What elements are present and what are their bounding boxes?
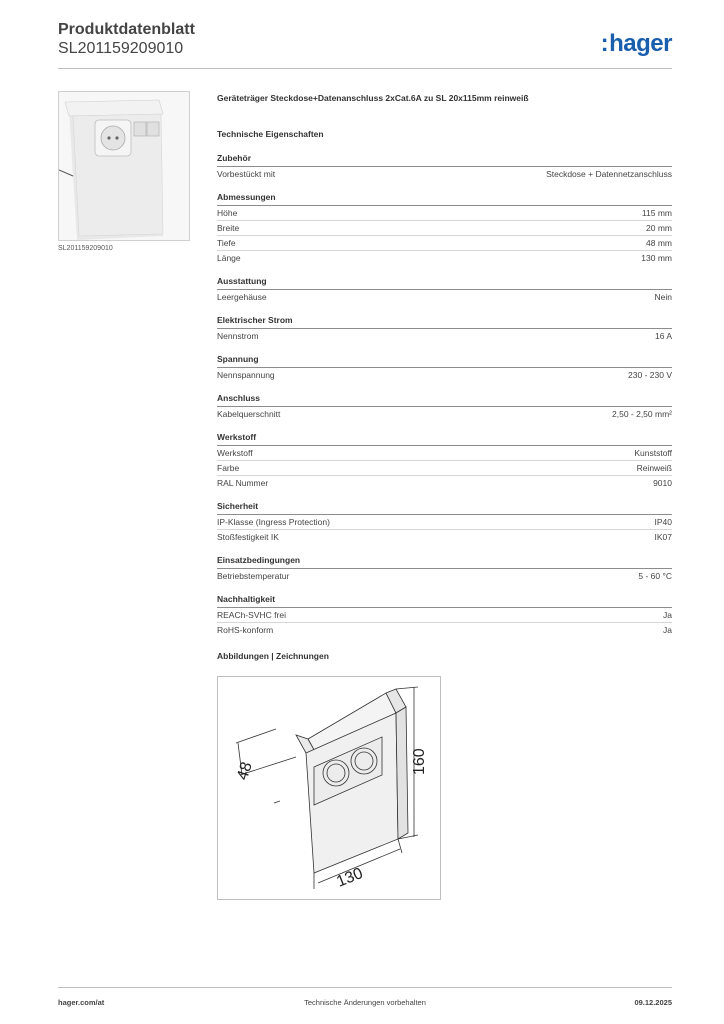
spec-group-title: Einsatzbedingungen <box>217 555 672 569</box>
spec-group-title: Zubehör <box>217 153 672 167</box>
spec-label: Nennstrom <box>217 331 259 341</box>
specifications <box>217 93 672 661</box>
length-dimension-label: 130 <box>334 865 366 891</box>
spec-value: 5 - 60 °C <box>638 571 672 581</box>
spec-group-title: Abmessungen <box>217 192 672 206</box>
spec-label: Höhe <box>217 208 238 218</box>
spec-label: Werkstoff <box>217 448 253 458</box>
spec-value: 230 - 230 V <box>628 370 672 380</box>
spec-label: RoHS-konform <box>217 625 274 635</box>
footer-website-link[interactable]: hager.com/at <box>58 998 105 1007</box>
spec-label: Kabelquerschnitt <box>217 409 281 419</box>
spec-group <box>217 501 672 544</box>
technical-properties-heading: Technische Eigenschaften <box>217 129 324 139</box>
spec-group-title: Werkstoff <box>217 432 672 446</box>
spec-value: 130 mm <box>641 253 672 263</box>
spec-row <box>217 569 672 583</box>
spec-value: Steckdose + Datennetzanschluss <box>546 169 672 179</box>
spec-row <box>217 407 672 421</box>
spec-value: IP40 <box>654 517 672 527</box>
spec-group <box>217 594 672 637</box>
spec-value: Kunststoff <box>634 448 672 458</box>
spec-row <box>217 461 672 476</box>
spec-group <box>217 192 672 265</box>
spec-group <box>217 555 672 583</box>
spec-label: Farbe <box>217 463 240 473</box>
spec-row <box>217 515 672 530</box>
spec-group-title: Anschluss <box>217 393 672 407</box>
spec-group-title: Elektrischer Strom <box>217 315 672 329</box>
spec-group-title: Ausstattung <box>217 276 672 290</box>
spec-group-title: Sicherheit <box>217 501 672 515</box>
document-title: Produktdatenblatt <box>58 21 195 38</box>
height-dimension-label: 160 <box>411 748 428 775</box>
spec-value: 20 mm <box>646 223 672 233</box>
spec-groups <box>217 153 672 637</box>
depth-dimension-label: 48 <box>234 760 256 783</box>
spec-row <box>217 206 672 221</box>
spec-group <box>217 153 672 181</box>
spec-value: Reinweiß <box>636 463 672 473</box>
figures-heading: Abbildungen | Zeichnungen <box>217 651 329 661</box>
spec-value: 16 A <box>654 331 672 341</box>
footer-divider <box>58 987 672 988</box>
spec-label: Breite <box>217 223 240 233</box>
spec-row <box>217 623 672 637</box>
spec-value: Ja <box>663 610 672 620</box>
spec-group <box>217 315 672 343</box>
spec-value: Ja <box>663 625 672 635</box>
spec-row <box>217 476 672 490</box>
spec-label: REACh-SVHC frei <box>217 610 286 620</box>
header-divider <box>58 68 672 69</box>
spec-group <box>217 276 672 304</box>
spec-row <box>217 329 672 343</box>
spec-row <box>217 251 672 265</box>
spec-row <box>217 236 672 251</box>
spec-value: 115 mm <box>641 208 672 218</box>
footer-date: 09.12.2025 <box>634 998 672 1007</box>
thumbnail-caption: SL201159209010 <box>58 245 113 252</box>
spec-label: IP-Klasse (Ingress Protection) <box>217 517 330 527</box>
spec-label: RAL Nummer <box>217 478 269 488</box>
spec-value: IK07 <box>654 532 672 542</box>
spec-row <box>217 221 672 236</box>
product-name: Geräteträger Steckdose+Datenanschluss 2xCat.6A zu SL 20x115mm reinweiß <box>217 93 529 103</box>
logo-text: hager <box>609 30 672 57</box>
footer-disclaimer: Technische Änderungen vorbehalten <box>304 998 426 1007</box>
spec-label: Betriebstemperatur <box>217 571 290 581</box>
product-thumbnail <box>58 91 190 241</box>
spec-label: Länge <box>217 253 241 263</box>
spec-label: Vorbestückt mit <box>217 169 276 179</box>
spec-value: 9010 <box>653 478 672 488</box>
spec-value: 48 mm <box>646 238 672 248</box>
spec-label: Nennspannung <box>217 370 275 380</box>
product-sku: SL201159209010 <box>58 40 184 57</box>
spec-group <box>217 354 672 382</box>
spec-label: Tiefe <box>217 238 236 248</box>
spec-row <box>217 608 672 623</box>
spec-group-title: Spannung <box>217 354 672 368</box>
document-header <box>58 20 195 59</box>
spec-row <box>217 530 672 544</box>
technical-drawing <box>217 676 441 900</box>
hager-logo: :hager <box>600 30 672 57</box>
product-photo-icon <box>59 92 189 240</box>
spec-value: Nein <box>654 292 672 302</box>
spec-row <box>217 368 672 382</box>
spec-label: Leergehäuse <box>217 292 267 302</box>
spec-group <box>217 393 672 421</box>
spec-group <box>217 432 672 490</box>
dimension-drawing-icon <box>218 677 440 899</box>
spec-row <box>217 446 672 461</box>
spec-value: 2,50 - 2,50 mm² <box>612 409 672 419</box>
spec-group-title: Nachhaltigkeit <box>217 594 672 608</box>
spec-row <box>217 167 672 181</box>
spec-label: Stoßfestigkeit IK <box>217 532 279 542</box>
spec-row <box>217 290 672 304</box>
